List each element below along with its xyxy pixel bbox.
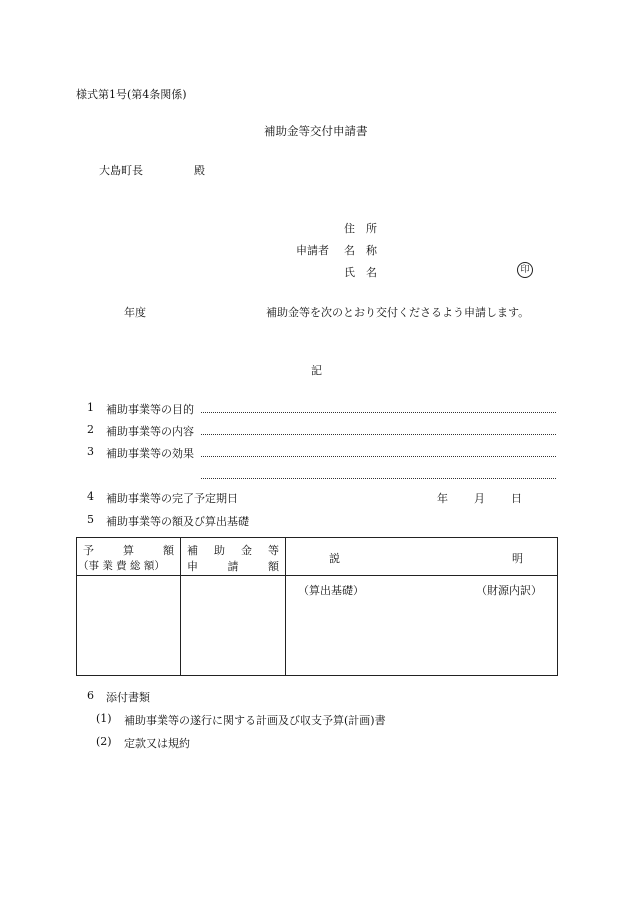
item-dotted-line	[201, 412, 556, 413]
seal-mark-icon: 印	[517, 262, 533, 278]
attachment-item: 補助事業等の遂行に関する計画及び収支予算(計画)書	[124, 714, 386, 727]
item-number: 6	[87, 689, 94, 702]
item-label: 補助事業等の効果	[106, 447, 194, 460]
item-label: 補助事業等の目的	[106, 403, 194, 416]
budget-amount-header	[77, 538, 181, 576]
subsidy-request-cell	[181, 576, 286, 676]
addressee-name: 大島町長	[99, 164, 143, 177]
header-char: 補	[187, 544, 198, 557]
header-char: 額	[268, 560, 279, 573]
budget-amount-cell	[77, 576, 181, 676]
item-number: 3	[87, 445, 94, 458]
header-char: 予	[83, 544, 94, 557]
header-char: 申	[187, 560, 198, 573]
budget-table	[76, 537, 558, 676]
organization-name-label: 名 称	[344, 244, 377, 257]
attachment-item: 定款又は規約	[124, 737, 190, 750]
subsidy-request-header	[181, 538, 286, 576]
date-month-unit: 月	[474, 492, 485, 505]
calculation-basis-label: （算出基礎）	[298, 584, 364, 597]
page-title: 補助金等交付申請書	[264, 124, 368, 138]
form-number: 様式第1号(第4条関係)	[76, 88, 187, 101]
header-char: 明	[512, 552, 523, 565]
item-label: 補助事業等の内容	[106, 425, 194, 438]
address-label: 住 所	[344, 222, 377, 235]
item-label: 補助事業等の額及び算出基礎	[106, 515, 249, 528]
item-number: 5	[87, 513, 94, 526]
header-char: 説	[329, 552, 340, 565]
header-char: 金	[241, 544, 252, 557]
item-label: 補助事業等の完了予定期日	[106, 492, 238, 505]
item-number: 2	[87, 423, 94, 436]
date-day-unit: 日	[511, 492, 522, 505]
request-statement: 補助金等を次のとおり交付くださるよう申請します。	[266, 306, 530, 319]
explanation-cell	[286, 576, 558, 676]
header-char: 請	[227, 560, 239, 573]
attachment-number: (2)	[96, 735, 112, 748]
header-char: 助	[214, 544, 225, 557]
explanation-header	[286, 538, 558, 576]
header-subtitle: （事 業 費 総 額）	[78, 560, 165, 572]
item-number: 1	[87, 401, 94, 414]
applicant-label: 申請者	[296, 244, 329, 257]
item-number: 4	[87, 490, 94, 503]
attachments-label: 添付書類	[106, 691, 150, 704]
table-header-row	[77, 538, 558, 576]
attachment-number: (1)	[96, 712, 112, 725]
addressee-honorific: 殿	[194, 164, 205, 177]
date-year-unit: 年	[437, 492, 448, 505]
funding-breakdown-label: （財源内訳）	[476, 584, 542, 597]
item-dotted-line	[201, 434, 556, 435]
fiscal-year-label: 年度	[124, 306, 146, 319]
table-row	[77, 576, 558, 676]
item-dotted-line	[201, 478, 556, 479]
item-dotted-line	[201, 456, 556, 457]
person-name-label: 氏 名	[344, 266, 377, 279]
ki-heading: 記	[311, 364, 322, 377]
header-char: 額	[163, 544, 174, 557]
header-char: 等	[268, 544, 279, 557]
header-char: 算	[123, 544, 134, 557]
